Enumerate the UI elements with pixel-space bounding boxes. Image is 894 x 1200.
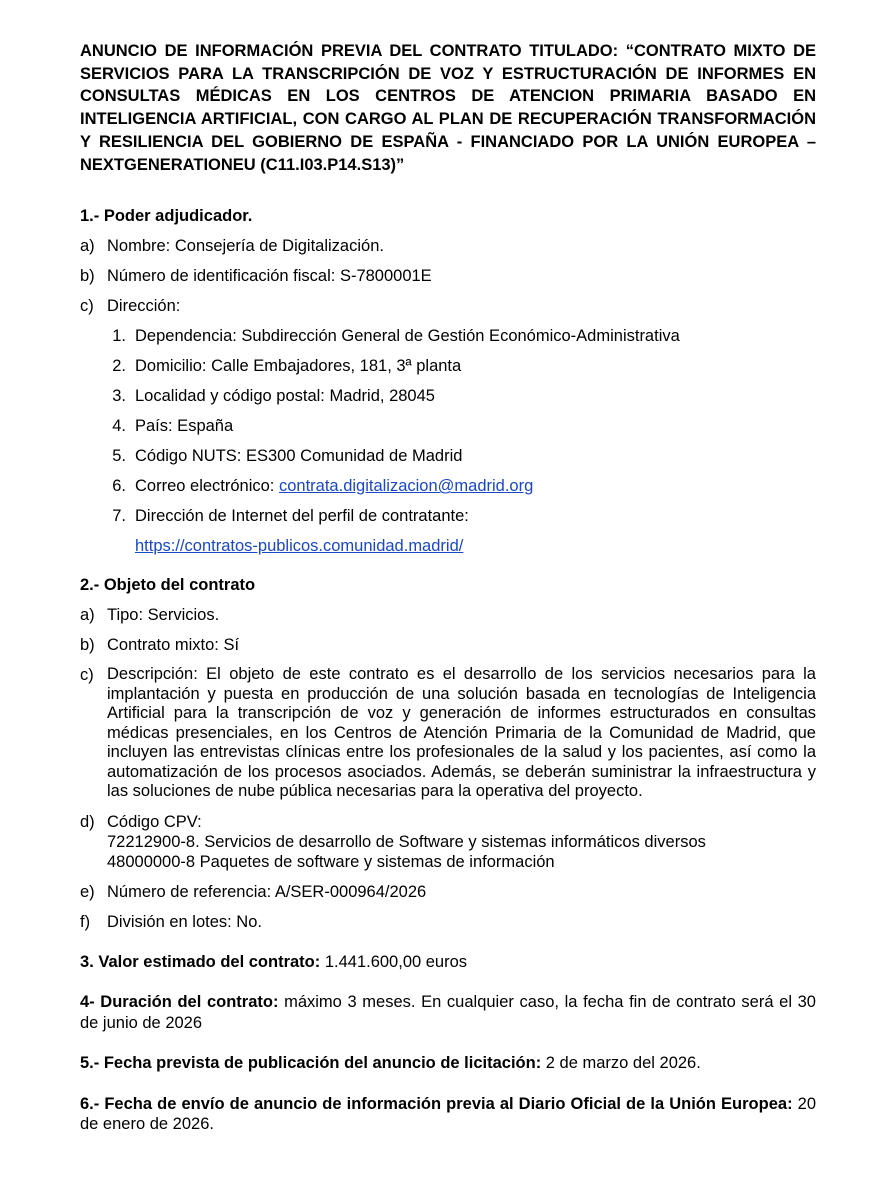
email-label: Correo electrónico:	[135, 477, 279, 496]
list-item	[80, 635, 816, 655]
section-label: . Valor estimado del contrato:	[89, 952, 321, 971]
list-marker: b)	[80, 636, 95, 655]
list-marker: c)	[80, 666, 94, 685]
list-item-description	[80, 665, 816, 802]
list-item	[80, 912, 816, 932]
duration-value: máximo 3 meses. En cualquier caso, la fecha fin de contrato será el 30 de junio de 2026	[80, 993, 816, 1032]
list-item	[80, 236, 816, 256]
list-text: División en lotes: No.	[107, 912, 262, 931]
address-number: 1.	[112, 327, 126, 346]
list-text: Número de referencia: A/SER-000964/2026	[107, 882, 427, 901]
section-fecha-envio-doue	[80, 1094, 816, 1135]
section-poder-adjudicador	[80, 206, 816, 556]
section-valor-estimado	[80, 952, 816, 973]
address-item	[108, 386, 816, 406]
section-label: 5.- Fecha prevista de publicación del anuncio de licitación:	[80, 1054, 542, 1073]
list-item-cpv	[80, 812, 816, 872]
section-heading: 1.- Poder adjudicador.	[80, 207, 253, 226]
address-item-web	[108, 506, 816, 556]
address-item-email	[108, 476, 816, 496]
list-marker: a)	[80, 606, 95, 625]
description-text: Descripción: El objeto de este contrato es el desarrollo de los servicios necesarios para la implantación y puesta en producción de una solución basada en tecnologías de Inteligencia Artificial para la transcripción de voz y generación de informes estructurados en consultas médicas presenciales, en los Centros de Atención Primaria de la Comunidad de Madrid, que incluyen las entrevistas clínicas entre los profesionales de la salud y los pacientes, así como la automatización de los procesos asociados. Además, se deberán suministrar la infraestructura y las soluciones de nube pública necesarias para la operativa del proyecto.	[107, 665, 816, 801]
list-marker: a)	[80, 237, 95, 256]
address-text: Domicilio: Calle Embajadores, 181, 3ª planta	[135, 357, 462, 376]
cpv-code: 72212900-8. Servicios de desarrollo de Software y sistemas informáticos diversos	[107, 832, 706, 851]
section-duracion	[80, 992, 816, 1033]
list-item	[80, 296, 816, 316]
section-objeto-contrato	[80, 575, 816, 932]
estimated-value: 1.441.600,00 euros	[320, 952, 468, 971]
list-text: Dirección:	[107, 297, 181, 316]
address-number: 4.	[112, 417, 126, 436]
address-text: País: España	[135, 417, 234, 436]
address-item	[108, 326, 816, 346]
cpv-label: Código CPV:	[107, 812, 202, 831]
section-label: 4- Duración del contrato:	[80, 993, 279, 1012]
address-number: 7.	[112, 507, 126, 526]
address-text: Dependencia: Subdirección General de Gestión Económico-Administrativa	[135, 327, 680, 346]
address-item	[108, 446, 816, 466]
address-number: 2.	[112, 357, 126, 376]
list-text: Número de identificación fiscal: S-7800001E	[107, 267, 432, 286]
list-marker: b)	[80, 267, 95, 286]
list-item	[80, 882, 816, 902]
list-marker: d)	[80, 812, 95, 831]
list-marker: c)	[80, 297, 94, 316]
profile-url-link[interactable]: https://contratos-publicos.comunidad.madrid/	[135, 537, 464, 556]
address-item	[108, 416, 816, 436]
address-number: 5.	[112, 447, 126, 466]
submission-date: 20 de enero de 2026.	[80, 1094, 816, 1134]
document-page	[80, 40, 816, 1135]
list-text: Nombre: Consejería de Digitalización.	[107, 237, 384, 256]
email-link[interactable]: contrata.digitalizacion@madrid.org	[278, 477, 534, 496]
list-text: Contrato mixto: Sí	[107, 636, 240, 655]
list-item	[80, 605, 816, 625]
web-label: Dirección de Internet del perfil de contratante:	[135, 507, 469, 526]
address-number: 6.	[112, 477, 126, 496]
list-item	[80, 266, 816, 286]
document-title: ANUNCIO DE INFORMACIÓN PREVIA DEL CONTRATO TITULADO: “CONTRATO MIXTO DE SERVICIOS PARA LA TRANSCRIPCIÓN DE VOZ Y ESTRUCTURACIÓN DE INFORMES EN CONSULTAS MÉDICAS EN LOS CENTROS DE ATENCION PRIMARIA BASADO EN INTELIGENCIA ARTIFICIAL, CON CARGO AL PLAN DE RECUPERACIÓN TRANSFORMACIÓN Y RESILIENCIA DEL GOBIERNO DE ESPAÑA - FINANCIADO POR LA UNIÓN EUROPEA – NEXTGENERATIONEU (C11.I03.P14.S13)”	[80, 42, 816, 174]
list-marker: f)	[80, 912, 91, 931]
address-number: 3.	[112, 387, 126, 406]
section-number: 3	[80, 952, 90, 971]
list-text: Tipo: Servicios.	[107, 606, 220, 625]
section-heading: 2.- Objeto del contrato	[80, 576, 256, 595]
address-text: Código NUTS: ES300 Comunidad de Madrid	[135, 447, 463, 466]
section-label: 6.- Fecha de envío de anuncio de información previa al Diario Oficial de la Unión Europea:	[80, 1094, 793, 1113]
address-item	[108, 356, 816, 376]
section-fecha-publicacion	[80, 1053, 816, 1074]
address-text: Localidad y código postal: Madrid, 28045	[135, 387, 435, 406]
cpv-code: 48000000-8 Paquetes de software y sistemas de información	[107, 852, 555, 871]
list-marker: e)	[80, 882, 95, 901]
publication-date: 2 de marzo del 2026.	[541, 1054, 701, 1073]
